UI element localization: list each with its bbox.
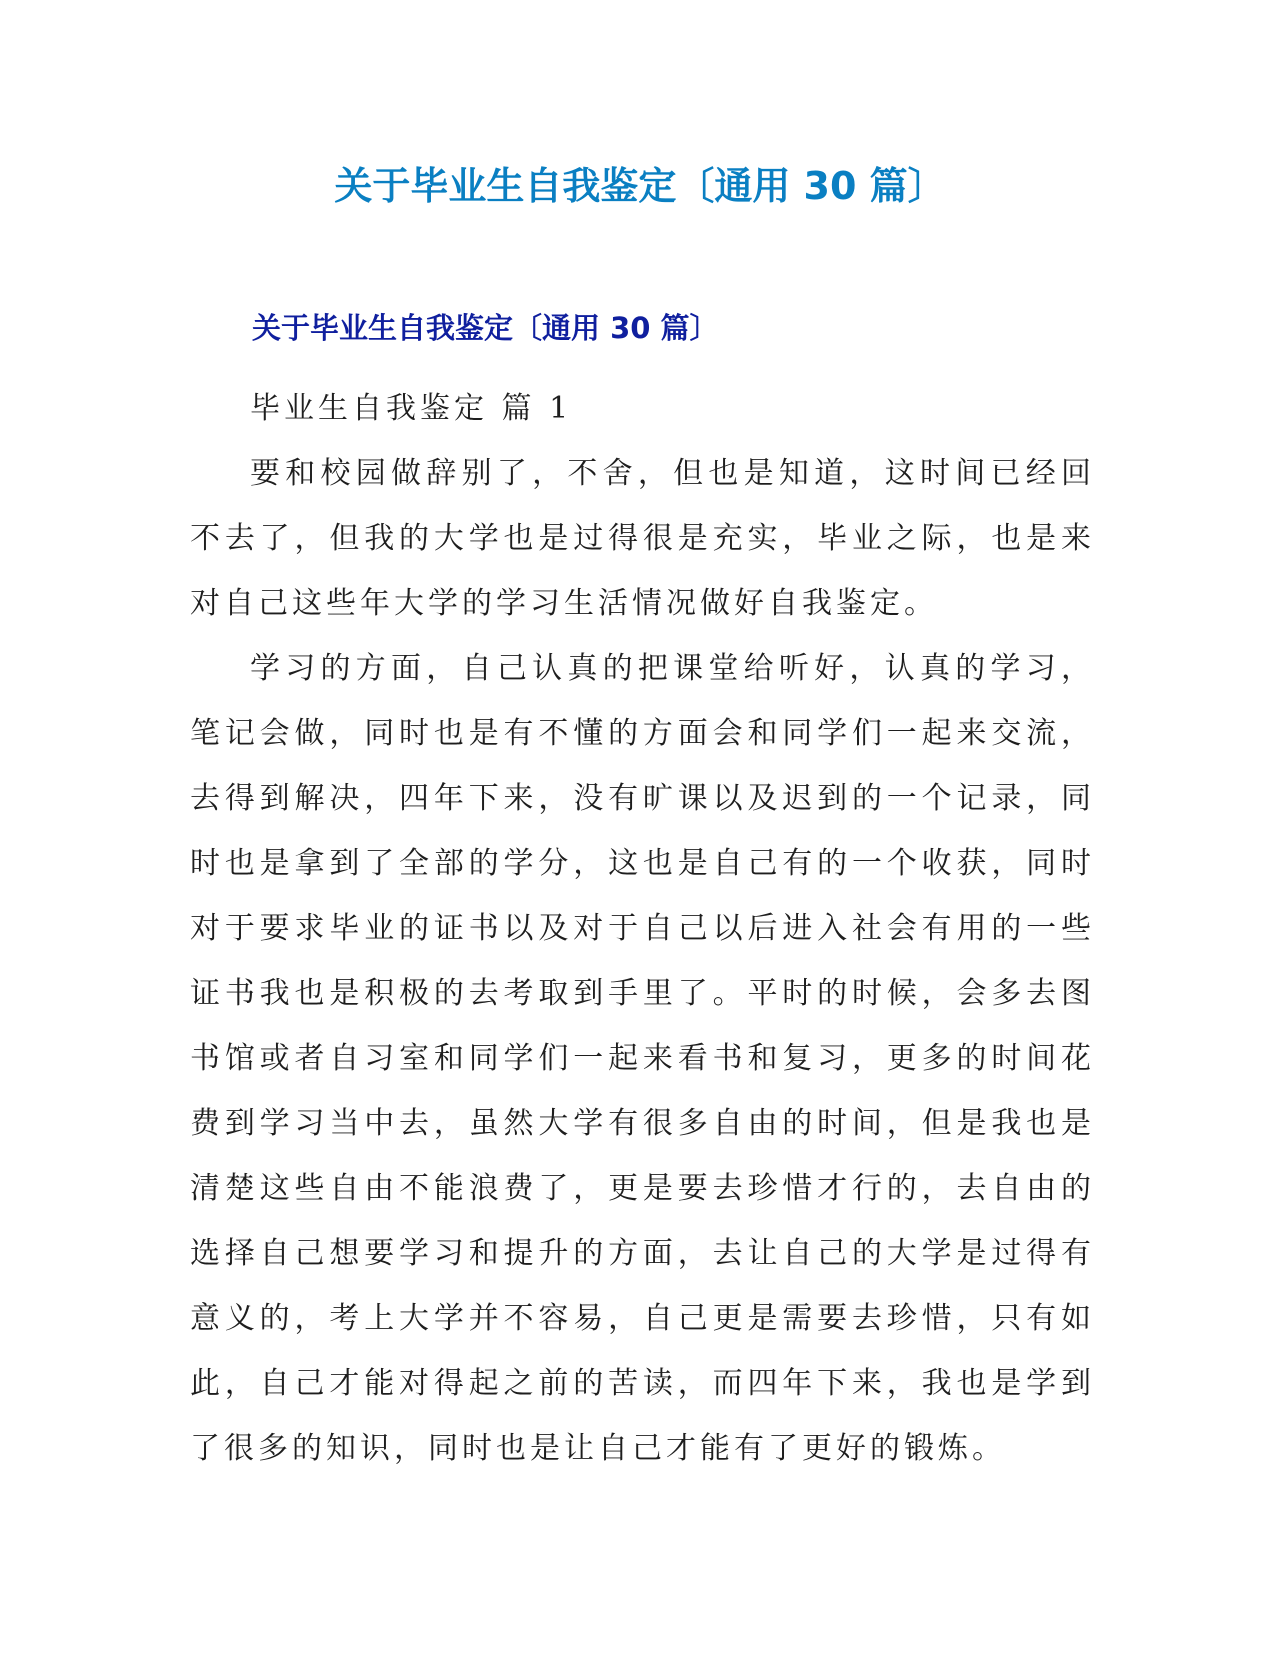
paragraph: 学习的方面，自己认真的把课堂给听好，认真的学习，笔记会做，同时也是有不懂的方面会和同学们一起来交流，去得到解决，四年下来，没有旷课以及迟到的一个记录，同时也是拿到了全部的学分，这也是自己有的一个收获，同时对于要求毕业的证书以及对于自己以后进入社会有用的一些证书我也是积极的去考取到手里了。平时的时候，会多去图书馆或者自习室和同学们一起来看书和复习，更多的时间花费到学习当中去，虽然大学有很多自由的时间，但是我也是清楚这些自由不能浪费了，更是要去珍惜才行的，去自由的选择自己想要学习和提升的方面，去让自己的大学是过得有意义的，考上大学并不容易，自己更是需要去珍惜，只有如此，自己才能对得起之前的苦读，而四年下来，我也是学到了很多的知识，同时也是让自己才能有了更好的锻炼。 xyxy=(190,651,1095,1466)
section-heading: 毕业生自我鉴定 篇 1 xyxy=(250,391,573,426)
page-title: 关于毕业生自我鉴定〔通用 30 篇〕 xyxy=(334,164,946,208)
document-body xyxy=(190,376,1095,1481)
document-subtitle: 关于毕业生自我鉴定〔通用 30 篇〕 xyxy=(252,311,719,345)
paragraph: 要和校园做辞别了，不舍，但也是知道，这时间已经回不去了，但我的大学也是过得很是充实，毕业之际，也是来对自己这些年大学的学习生活情况做好自我鉴定。 xyxy=(190,456,1095,621)
